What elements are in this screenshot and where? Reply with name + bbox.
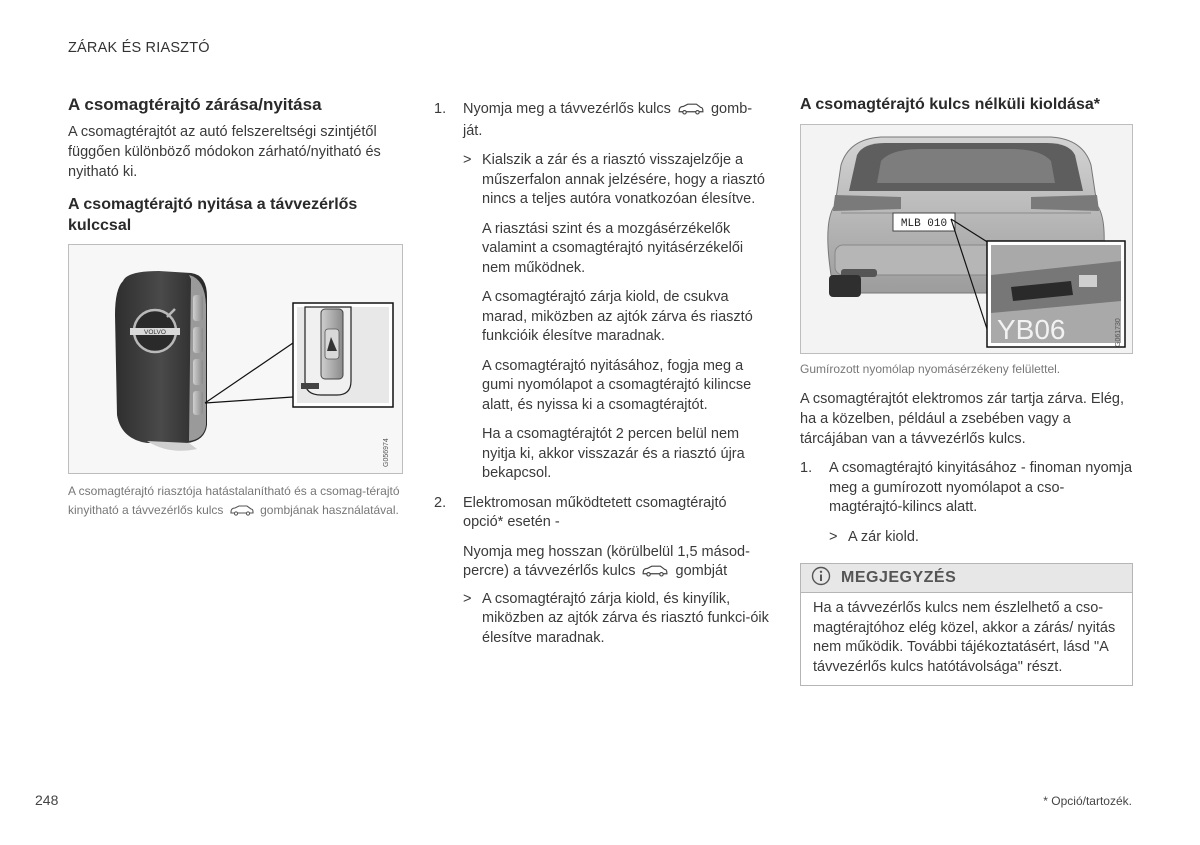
- figure-caption: [68, 482, 403, 522]
- paragraph-relock: Ha a csomagtérajtót 2 percen belül nem nyitja ki, akkor visszazár és a riasztó újra bekapcsol.: [482, 426, 745, 481]
- step-number: 1.: [800, 460, 813, 476]
- remote-key-illustration: [69, 245, 402, 473]
- intro-paragraph: A csomagtérajtót az autó felszereltségi szintjétől függően különböző módokon zárható/nyitható és nyitható ki.: [68, 124, 381, 180]
- step-1-result: [434, 151, 769, 210]
- subheading-remote-key: A csomagtérajtó nyitása a távvezérlős kulccsal: [68, 196, 358, 234]
- result-arrow: >: [463, 152, 472, 168]
- tailgate-figure: [800, 124, 1133, 354]
- car-trunk-icon: [677, 102, 705, 122]
- step-2-text: Nyomja meg hosszan (körülbelül 1,5 másod-percre) a távvezérlős kulcs: [463, 543, 750, 579]
- volvo-logo-text: VOLVO: [144, 329, 166, 336]
- car-trunk-icon: [229, 503, 255, 522]
- result-text: A zár kiold.: [848, 528, 919, 545]
- tailgate-illustration: [801, 125, 1132, 353]
- paragraph-alarm-level: A riasztási szint és a mozgásérzékelők valamint a csomagtérajtó nyitásérzékelői nem működnek.: [482, 220, 744, 276]
- figure-code: G056974: [383, 438, 390, 467]
- section-title: ZÁRAK ÉS RIASZTÓ: [68, 40, 210, 56]
- step-number: 2.: [434, 494, 447, 511]
- step-text-end: gomb-ját.: [463, 101, 753, 139]
- step-text: A csomagtérajtó kinyitásához - finoman nyomja meg a gumírozott nyomólapot a cso-magtérajtó-kilincs alatt.: [829, 460, 1133, 515]
- paragraph-open-trunk: A csomagtérajtó nyitásához, fogja meg a gumi nyomólapot a csomagtérajtó kilincse alatt, és nyissa ki a csomagtérajtót.: [482, 357, 752, 413]
- figure-caption: Gumírozott nyomólap nyomásérzékeny felülettel.: [800, 362, 1061, 376]
- result-text: Kialszik a zár és a riasztó visszajelzője a műszerfalon annak jelzésére, hogy a riasztó nincs a teljes autóra vonatkozóan élesítve.: [482, 152, 765, 207]
- inset-plate-letters: YB06: [997, 314, 1066, 345]
- step-1-result: [800, 528, 1133, 548]
- result-arrow: >: [829, 528, 838, 545]
- step-2: [434, 494, 769, 533]
- step-1: [434, 100, 769, 141]
- info-icon: [811, 566, 831, 591]
- caption-text: A csomagtérajtó riasztója hatástalanítható és a csomag-térajtó kinyitható a távvezérlős kulcs: [68, 484, 400, 517]
- step-number: 1.: [434, 101, 447, 117]
- result-text: A csomagtérajtó zárja kiold, és kinyílik, miközben az ajtók zárva és riasztó funkci-óik élesítve maradnak.: [482, 590, 769, 646]
- remote-key-figure: [68, 244, 403, 474]
- caption-text-end: gombjának használatával.: [260, 503, 399, 517]
- step-2-result: [434, 590, 769, 649]
- step-2-text-end: gombját: [675, 563, 728, 579]
- column-right: [800, 94, 1133, 686]
- step-text: Nyomja meg a távvezérlős kulcs: [463, 101, 671, 117]
- paragraph-lock-release: A csomagtérajtó zárja kiold, de csukva marad, miközben az ajtók zárva és riasztó funkcióik élesítve maradnak.: [482, 289, 753, 344]
- step-1: [800, 459, 1133, 518]
- heading-trunk-lock-open: A csomagtérajtó zárása/nyitása: [68, 95, 322, 114]
- column-left: [68, 94, 403, 522]
- result-arrow: >: [463, 590, 472, 607]
- column-middle: [434, 100, 769, 658]
- step-2-paragraph: [434, 543, 769, 584]
- footer-note: * Opció/tartozék.: [1043, 794, 1132, 808]
- note-title: MEGJEGYZÉS: [841, 569, 957, 586]
- figure-code: G061730: [1115, 318, 1122, 347]
- page-number: 248: [35, 792, 59, 808]
- note-header: [801, 564, 1132, 593]
- step-text: Elektromosan működtetett csomagtérajtó opció* esetén -: [463, 494, 727, 530]
- note-box: [800, 563, 1133, 686]
- heading-keyless-release: A csomagtérajtó kulcs nélküli kioldása*: [800, 96, 1100, 113]
- note-text: Ha a távvezérlős kulcs nem észlelhető a cso-magtérajtóhoz elég közel, akkor a zárás/ nyitás nem működik. További tájékoztatásért, lásd "A távvezérlős kulcs hatótávolsága" részt.: [813, 600, 1116, 675]
- electric-lock-paragraph: A csomagtérajtót elektromos zár tartja zárva. Elég, ha a közelben, például a zsebében vagy a tárcájában van a távvezérlős kulcs.: [800, 391, 1124, 447]
- license-plate-text: MLB 010: [900, 218, 948, 230]
- car-trunk-icon: [641, 564, 669, 584]
